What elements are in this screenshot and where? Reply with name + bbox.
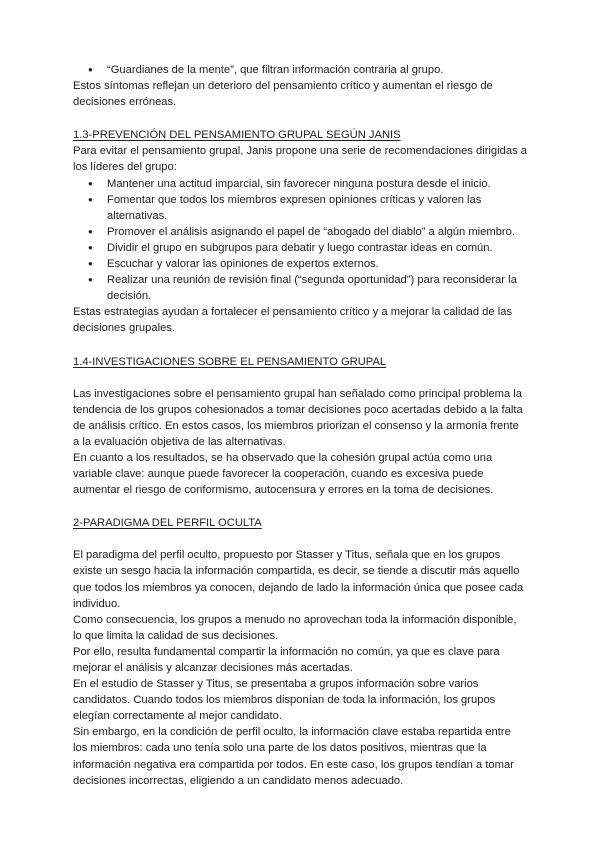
blank-line [73, 370, 528, 386]
paragraph: Para evitar el pensamiento grupal, Janis propone una serie de recomendaciones dirigidas a los líderes del grupo: [73, 145, 527, 174]
paragraph: Sin embargo, en la condición de perfil oculto, la información clave estaba repartida entre los miembros: cada uno tenía solo una parte de los datos positivos, mientras que la información negativa era compartida por todos. En este caso, los grupos tendían a tomar decisiones incorrectas, eligiendo a un candidato menos adecuado. [73, 726, 514, 787]
paragraph: Por ello, resulta fundamental compartir la información no común, ya que es clave para mejorar el análisis y alcanzar decisiones más acertadas. [73, 645, 500, 674]
list-item: ● Realizar una reunión de revisión final (“segunda oportunidad”) para reconsiderar la decisión. [73, 272, 528, 304]
paragraph: Como consecuencia, los grupos a menudo no aprovechan toda la información disponible, lo que limita la calidad de sus decisiones. [73, 613, 517, 642]
paragraph: El paradigma del perfil oculto, propuesto por Stasser y Titus, señala que en los grupos existe un sesgo hacia la información compartida, es decir, se tiende a discutir más aquello que todos los miembros ya conocen, dejando de lado la información única que posee cada individuo. [73, 549, 524, 610]
list-item: ● “Guardianes de la mente”, que filtran información contraria al grupo. [73, 62, 528, 78]
paragraph: Estas estrategias ayudan a fortalecer el pensamiento crítico y a mejorar la calidad de las decisiones grupales. [73, 306, 513, 335]
section-heading-2: 2-PARADIGMA DEL PERFIL OCULTA [73, 517, 262, 530]
list-item: ● Dividir el grupo en subgrupos para debatir y luego contrastar ideas en común. [73, 240, 528, 256]
paragraph: En el estudio de Stasser y Titus, se presentaba a grupos información sobre varios candidatos. Cuando todos los miembros disponían de toda la información, los grupos elegían correctamente al mejor candidato. [73, 678, 496, 723]
section-heading-1-3: 1.3-PREVENCIÓN DEL PENSAMIENTO GRUPAL SEGÚN JANIS [73, 129, 401, 142]
list-item: ● Escuchar y valorar las opiniones de expertos externos. [73, 256, 528, 272]
section-heading-1-4: 1.4-INVESTIGACIONES SOBRE EL PENSAMIENTO GRUPAL [73, 355, 387, 368]
recommendations-list [73, 176, 528, 305]
paragraph: En cuanto a los resultados, se ha observado que la cohesión grupal actúa como una variable clave: aunque puede favorecer la cooperación, cuando es excesiva puede aumentar el riesgo de conformismo, autocensura y errores en la toma de decisiones. [73, 451, 494, 497]
document-body [73, 62, 528, 789]
list-item: ● Mantener una actitud imparcial, sin favorecer ninguna postura desde el inicio. [73, 176, 528, 192]
top-bullet-list [73, 62, 528, 78]
paragraph: Las investigaciones sobre el pensamiento grupal han señalado como principal problema la tendencia de los grupos cohesionados a tomar decisiones poco acertadas debido a la falta de análisis crítico. En estos casos, los miembros priorizan el consenso y la armonía frente a la evaluación objetiva de las alternativas. [73, 387, 523, 448]
list-item: ● Fomentar que todos los miembros expresen opiniones críticas y valoren las alternativas. [73, 192, 528, 224]
blank-line [73, 531, 528, 547]
list-item: ● Promover el análisis asignando el papel de “abogado del diablo” a algún miembro. [73, 224, 528, 240]
paragraph: Estos síntomas reflejan un deterioro del pensamiento crítico y aumentan el riesgo de decisiones erróneas. [73, 80, 493, 109]
